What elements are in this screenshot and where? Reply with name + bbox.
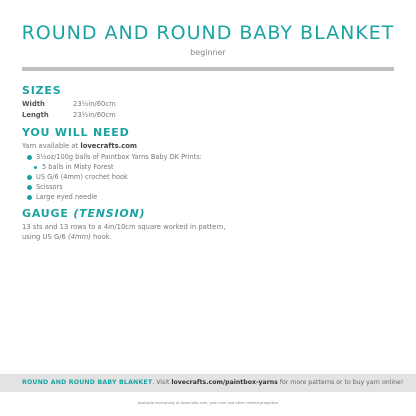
sizes-heading: SIZES	[22, 84, 62, 97]
gauge-text	[22, 222, 242, 242]
size-value: 23½in/60cm	[73, 111, 116, 119]
list-item	[22, 162, 394, 172]
size-label: Length	[22, 111, 49, 119]
size-label: Width	[22, 100, 45, 108]
availability-site-link[interactable]: lovecrafts.com	[80, 142, 137, 150]
bullet-icon	[27, 185, 32, 190]
pattern-content	[22, 84, 394, 242]
gauge-text-2: hook.	[90, 233, 112, 241]
gauge-heading-alt: (TENSION)	[73, 207, 146, 220]
gauge-heading-text: GAUGE	[22, 207, 74, 220]
header-divider	[22, 67, 394, 71]
size-row-length	[22, 110, 394, 121]
availability-prefix: Yarn available at	[22, 142, 81, 150]
bullet-icon	[27, 175, 32, 180]
list-item	[22, 172, 394, 182]
size-row-width	[22, 99, 394, 110]
bullet-icon	[34, 166, 37, 169]
footer-text-1: . Visit	[152, 379, 172, 386]
yarn-availability	[22, 141, 394, 151]
item-text: Scissors	[36, 183, 63, 191]
materials-list	[22, 152, 394, 202]
item-text: 3½oz/100g balls of Paintbox Yarns Baby DK Prints:	[36, 153, 202, 161]
footer-text-2: for more patterns or to buy yarn online!	[277, 379, 404, 386]
bullet-icon	[27, 195, 32, 200]
item-text: Large eyed needle	[36, 193, 98, 201]
footer-bar	[0, 374, 416, 392]
skill-level: beginner	[190, 48, 226, 57]
gauge-text-1: 13 sts and 13 rows to a 4in/10cm square worked in pattern, using US G/6	[22, 223, 226, 241]
pattern-title: ROUND AND ROUND BABY BLANKET	[21, 22, 395, 44]
legal-notice: Available exclusively at lovecrafts.com, yarn.com and other related properties	[137, 401, 279, 405]
item-text: US G/6 (4mm) crochet hook	[36, 173, 128, 181]
footer-link[interactable]: lovecrafts.com/paintbox-yarns	[171, 379, 278, 386]
bullet-icon	[27, 155, 32, 160]
item-text: 5 balls in Misty Forest	[42, 163, 114, 171]
list-item	[22, 152, 394, 162]
size-value: 23½in/60cm	[73, 100, 116, 108]
footer-pattern-name: ROUND AND ROUND BABY BLANKET	[22, 379, 153, 386]
gauge-heading	[22, 207, 394, 221]
gauge-text-italic: (4mm)	[68, 233, 91, 241]
list-item	[22, 192, 394, 202]
sizes-table	[22, 99, 394, 121]
list-item	[22, 182, 394, 192]
you-will-need-heading: YOU WILL NEED	[22, 126, 130, 139]
